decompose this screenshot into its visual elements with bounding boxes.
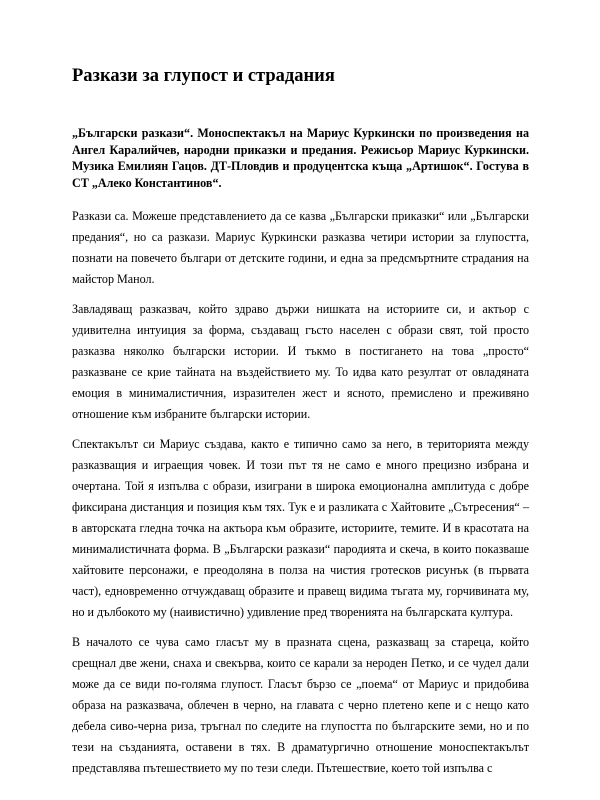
article-subtitle: „Български разкази“. Моноспектакъл на Мариус Куркински по произведения на Ангел Каралийчев, народни приказки и предания. Режисьор Мариус Куркински. Музика Емилиян Гацов. ДТ-Пловдив и продуцентска къща „Артишок“. Гостува в СТ „Алеко Константинов“.	[72, 126, 529, 190]
article-title: Разкази за глупост и страдания	[72, 66, 335, 86]
paragraph: Завладяващ разказвач, който здраво държи нишката на историите си, и актьор с удивителна интуиция за форма, създаващ гъсто населен с образи свят, той просто разказва няколко български истории. И тъкмо в постигането на това „просто“ разказване се крие тайната на въздействието му. То идва като резултат от овладяната емоция в минималистичния, изразителен жест и ясното, премислено и преживяно отношение към избраните български истории.	[72, 302, 529, 421]
paragraph: Спектакълът си Мариус създава, както е типично само за него, в територията между разказващия и играещия човек. И този път тя не само е много прецизно избрана и очертана. Той я изпълва с образи, изиграни в широка емоционална амплитуда с добре фиксирана дистанция и позиция към тях. Тук е и разликата с Хайтовите „Сътресения“ – в авторската гледна точка на актьора към образите, историите, темите. И в красотата на минималистичната форма. В „Български разкази“ пародията и скеча, в които показваше хайтовите персонажи, е преодоляна в полза на чистия гротесков рисунък (в първата част), едновременно отчуждаващ образите и правещ видима тъгата му, горчивината му, но и дълбокото му (наивистично) удивление пред творенията на българската култура.	[72, 437, 529, 619]
paragraph: В началото се чува само гласът му в празната сцена, разказващ за стареца, който срещнал две жени, снаха и свекърва, които се карали за нероден Петко, и се чудел дали може да се види по-голяма глупост. Гласът бързо се „поема“ от Мариус и придобива образа на разказвача, облечен в черно, на главата с черно плетено кепе и с нещо като дебела сиво-черна риза, тръгнал по следите на глупостта по българските земи, но и по тези на създанията, оставени в тях. В драматургично отношение моноспектакълът представлява пътешествието му по тези следи. Пътешествие, което той изпълва с	[72, 635, 529, 775]
article-body	[72, 206, 529, 788]
paragraph: Разкази са. Можеше представлението да се казва „Български приказки“ или „Български предания“, но са разкази. Мариус Куркински разказва четири истории за глупостта, познати на повечето българи от детските години, и една за предсмъртните страдания на майстор Манол.	[72, 209, 529, 286]
